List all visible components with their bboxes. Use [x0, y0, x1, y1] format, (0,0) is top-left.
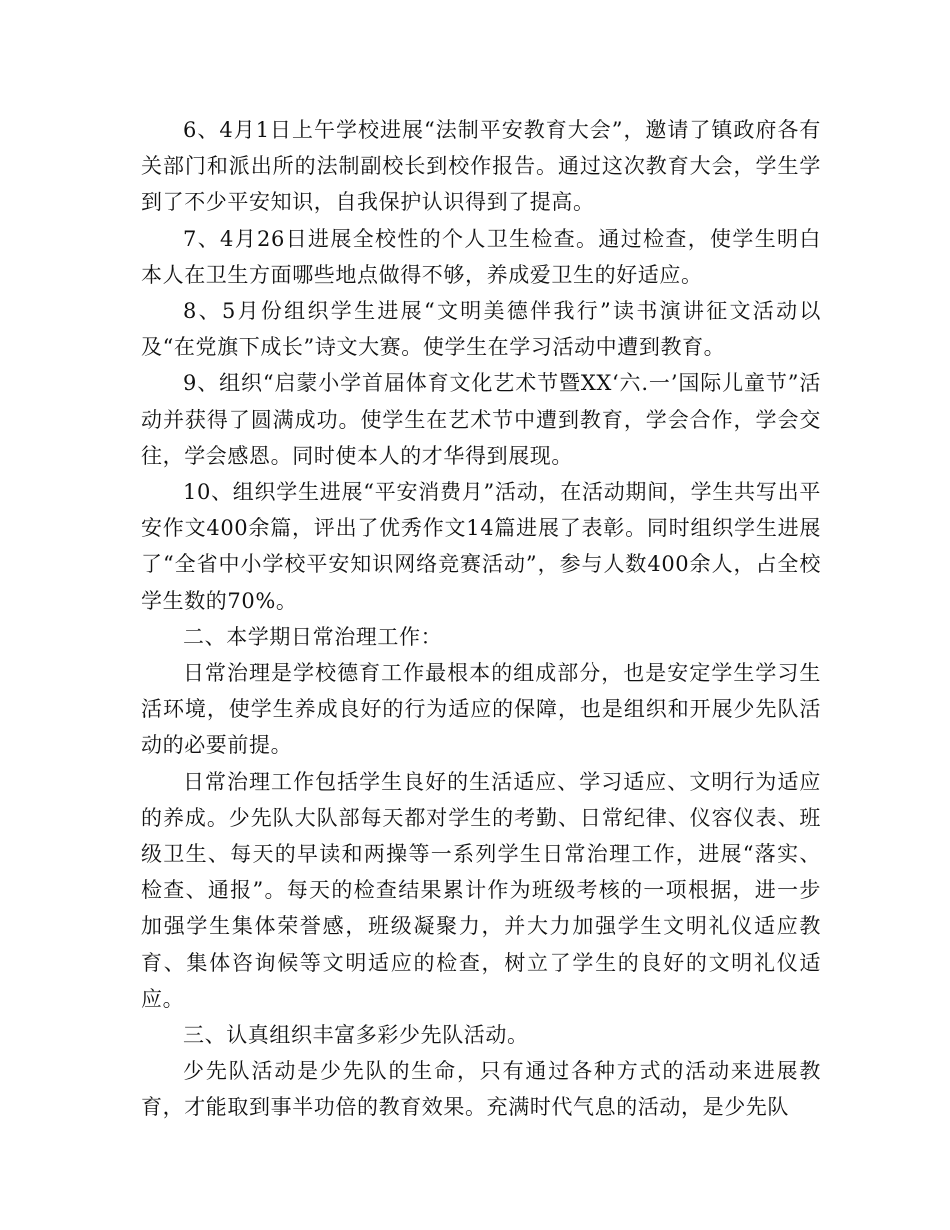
paragraph-item-10: 10、组织学生进展“平安消费月”活动，在活动期间，学生共写出平安作文400余篇，评出了优秀作文14篇进展了表彰。同时组织学生进展了“全省中小学校平安知识网络竞赛活动”，参与人数400余人，占全校学生数的70%。: [141, 480, 821, 613]
paragraph-daily-management-intro: 日常治理是学校德育工作最根本的组成部分，也是安定学生学习生活环境，使学生养成良好的行为适应的保障，也是组织和开展少先队活动的必要前提。: [141, 661, 821, 758]
section-heading-activities: 三、认真组织丰富多彩少先队活动。: [183, 1023, 529, 1048]
paragraph-item-8: 8、5月份组织学生进展“文明美德伴我行”读书演讲征文活动以及“在党旗下成长”诗文大赛。使学生在学习活动中遭到教育。: [141, 299, 821, 360]
paragraph-item-7: 7、4月26日进展全校性的个人卫生检查。通过检查，使学生明白本人在卫生方面哪些地点做得不够，养成爱卫生的好适应。: [141, 226, 821, 287]
document-body: [141, 112, 821, 1126]
paragraph-item-6: 6、4月1日上午学校进展“法制平安教育大会”，邀请了镇政府各有关部门和派出所的法制副校长到校作报告。通过这次教育大会，学生学到了不少平安知识，自我保护认识得到了提高。: [141, 118, 821, 215]
paragraph-item-9: 9、组织“启蒙小学首届体育文化艺术节暨XX‘六.一’国际儿童节”活动并获得了圆满成功。使学生在艺术节中遭到教育，学会合作，学会交往，学会感恩。同时使本人的才华得到展现。: [141, 371, 821, 468]
paragraph-activities-intro: 少先队活动是少先队的生命，只有通过各种方式的活动来进展教育，才能取到事半功倍的教育效果。充满时代气息的活动，是少先队: [141, 1059, 821, 1120]
paragraph-daily-management-detail: 日常治理工作包括学生良好的生活适应、学习适应、文明行为适应的养成。少先队大队部每天都对学生的考勤、日常纪律、仪容仪表、班级卫生、每天的早读和两操等一系列学生日常治理工作，进展“落实、检查、通报”。每天的检查结果累计作为班级考核的一项根据，进一步加强学生集体荣誉感，班级凝聚力，并大力加强学生文明礼仪适应教育、集体咨询候等文明适应的检查，树立了学生的良好的文明礼仪适应。: [141, 769, 821, 1011]
section-heading-daily-management: 二、本学期日常治理工作：: [183, 624, 443, 649]
